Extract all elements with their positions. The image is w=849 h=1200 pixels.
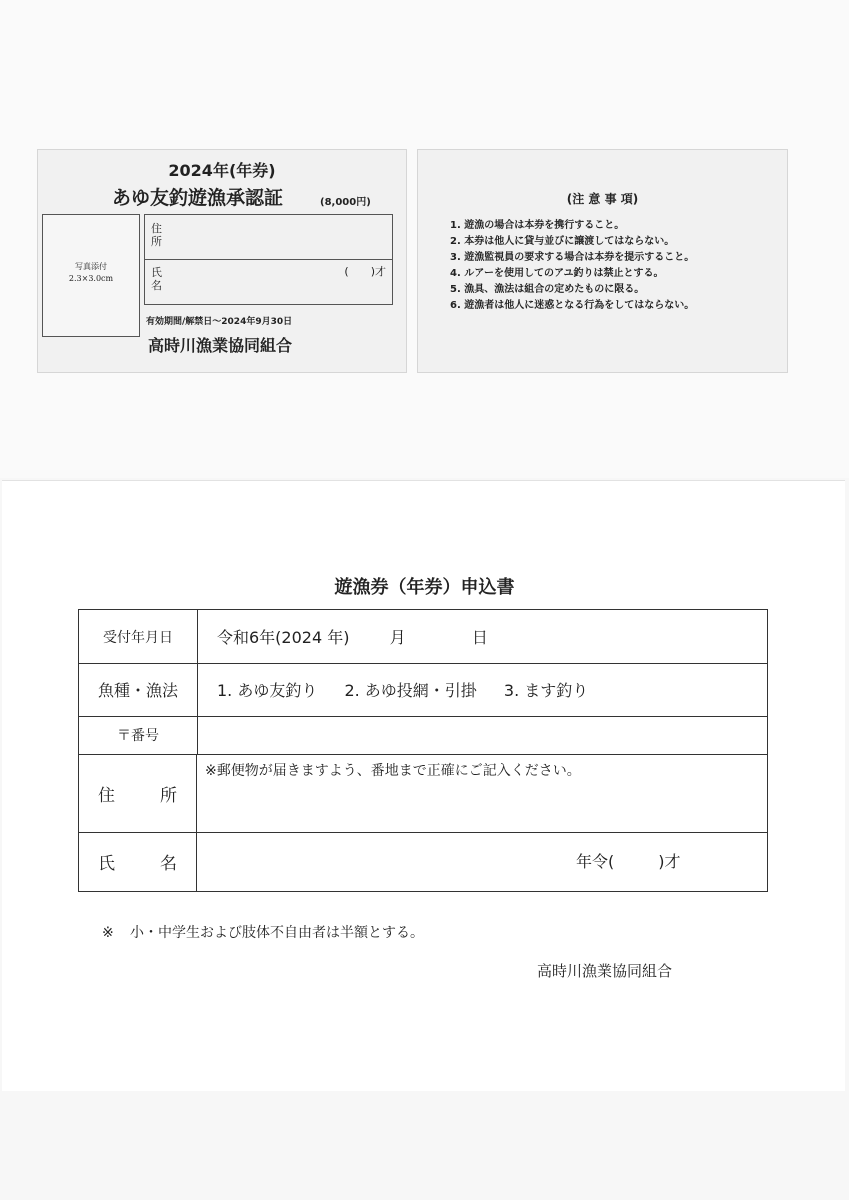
address-note: ※郵便物が届きますよう、番地まで正確にご記入ください。 — [205, 763, 581, 779]
fish-method-label: 魚種・漁法 — [79, 663, 198, 716]
photo-box-label: 写真添付 2.3×3.0cm — [68, 262, 114, 283]
form-title: 遊漁券（年券）申込書 — [334, 577, 515, 598]
notice-item: 4. ルアーを使用してのアユ釣りは禁止とする。 — [450, 268, 664, 279]
note-mark: ※ — [102, 925, 114, 941]
card-info-box — [144, 214, 393, 305]
notice-item: 5. 漁具、漁法は組合の定めたものに限る。 — [450, 284, 645, 295]
card-organization: 高時川漁業協同組合 — [148, 336, 293, 355]
fish-option-2[interactable]: 2. あゆ投網・引掛 — [344, 681, 477, 700]
receipt-date-value[interactable] — [217, 625, 488, 648]
name-label: 氏 名 — [79, 832, 197, 891]
receipt-day-label: 日 — [471, 628, 488, 647]
note-text: 小・中学生および肢体不自由者は半額とする。 — [130, 925, 424, 941]
postal-code-field[interactable] — [217, 716, 767, 754]
card-title: あゆ友釣遊漁承認証 — [112, 187, 284, 209]
card-name-label: 氏 名 — [151, 266, 162, 292]
row-fish-method — [79, 663, 767, 717]
age-field[interactable] — [576, 849, 681, 872]
top-sheet — [0, 0, 849, 478]
row-postal-code — [79, 716, 767, 755]
license-card-back — [417, 149, 788, 373]
fish-option-3[interactable]: 3. ます釣り — [503, 681, 589, 700]
notice-item: 6. 遊漁者は他人に迷惑となる行為をしてはならない。 — [450, 300, 695, 311]
application-form-table — [78, 609, 768, 892]
fish-method-options — [217, 678, 610, 701]
row-name — [79, 832, 767, 891]
fish-option-1[interactable]: 1. あゆ友釣り — [217, 681, 318, 700]
notice-item: 1. 遊漁の場合は本券を携行すること。 — [450, 220, 625, 231]
organization-name: 高時川漁業協同組合 — [537, 962, 673, 980]
card-validity: 有効期間/解禁日～2024年9月30日 — [146, 317, 293, 327]
card-info-divider — [145, 259, 392, 260]
age-label: 年令( — [576, 852, 615, 871]
card-title-year: 2024年(年券) — [168, 161, 276, 180]
photo-box — [42, 214, 140, 337]
notice-heading: (注 意 事 項) — [566, 192, 639, 206]
row-address — [79, 754, 767, 833]
half-price-note — [102, 922, 424, 942]
age-suffix: )才 — [658, 852, 681, 871]
card-age-field: ( )才 — [344, 265, 386, 278]
license-card-front — [37, 149, 407, 373]
notice-list — [450, 218, 694, 314]
row-receipt-date — [79, 610, 767, 664]
receipt-month-label: 月 — [389, 628, 406, 647]
notice-item: 2. 本券は他人に貸与並びに譲渡してはならない。 — [450, 236, 675, 247]
receipt-date-label: 受付年月日 — [79, 610, 198, 663]
postal-code-label: 〒番号 — [79, 716, 198, 754]
address-label: 住 所 — [79, 754, 197, 832]
card-price: (8,000円) — [320, 197, 371, 208]
card-address-label: 住 所 — [151, 222, 162, 248]
notice-item: 3. 遊漁監視員の要求する場合は本券を提示すること。 — [450, 252, 695, 263]
receipt-era-year: 令和6年(2024 年) — [217, 628, 350, 647]
